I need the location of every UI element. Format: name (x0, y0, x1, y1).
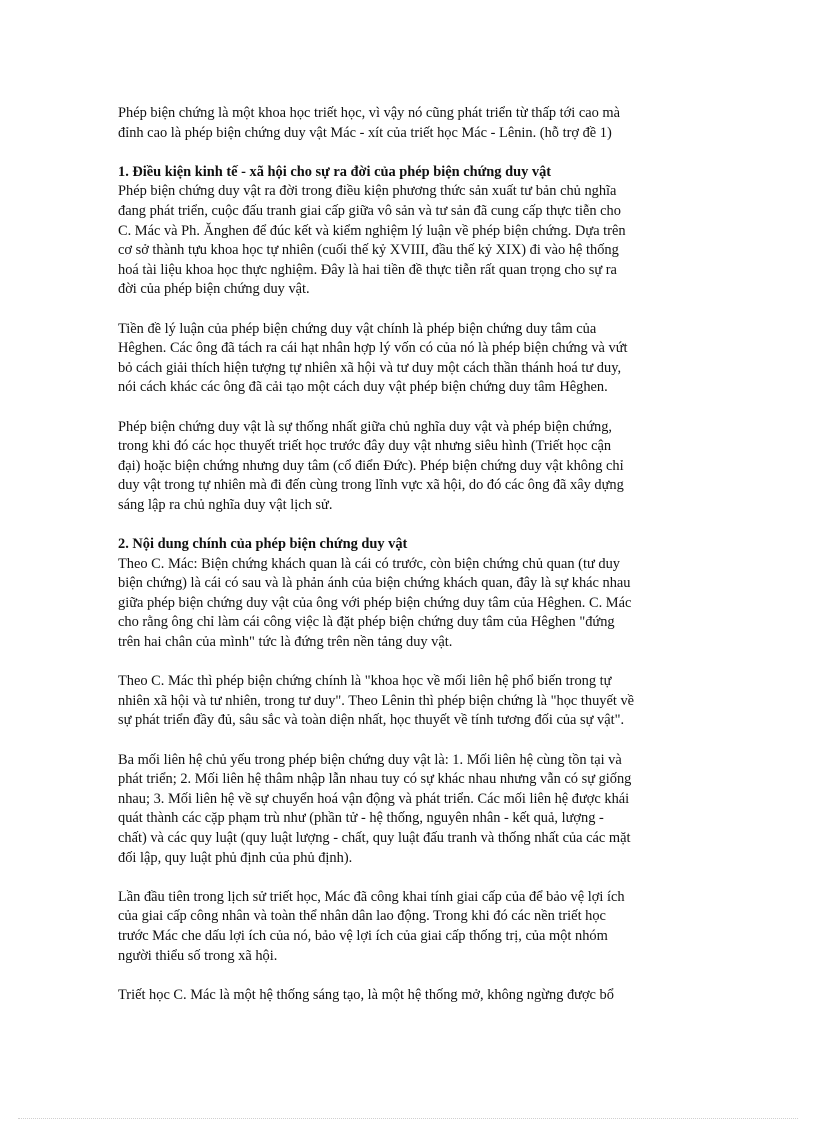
text-line: đối lập, quy luật phủ định của phủ định). (118, 849, 353, 866)
text-line: Triết học C. Mác là một hệ thống sáng tạo, là một hệ thống mở, không ngừng được bổ (118, 986, 614, 1003)
text-line: Theo C. Mác thì phép biện chứng chính là "khoa học về mối liên hệ phổ biến trong tự (118, 673, 612, 690)
text-line: cho rằng ông chỉ làm cái công việc là đặt phép biện chứng duy tâm của Hêghen "đứng (118, 614, 615, 631)
text-line: người thiểu số trong xã hội. (118, 947, 278, 964)
text-line: đang phát triển, cuộc đấu tranh giai cấp giữa vô sản và tư sản đã cung cấp thực tiễn cho (118, 202, 621, 219)
section-1-heading: 1. Điều kiện kinh tế - xã hội cho sự ra đời của phép biện chứng duy vật (118, 163, 552, 180)
text-line: nhau; 3. Mối liên hệ về sự chuyển hoá vận động và phát triển. Các mối liên hệ được khái (118, 790, 630, 807)
text-line: Theo C. Mác: Biện chứng khách quan là cái có trước, còn biện chứng chủ quan (tư duy (118, 555, 620, 572)
text-line: C. Mác và Ph. Ănghen để đúc kết và kiểm nghiệm lý luận về phép biện chứng. Dựa trên (118, 222, 626, 239)
text-line: giữa phép biện chứng duy vật của ông với phép biện chứng duy tâm của Hêghen. C. Mác (118, 594, 632, 611)
section-2-paragraph-2 (118, 672, 696, 731)
paragraph-gap (118, 300, 696, 320)
text-line: quát thành các cặp phạm trù như (phần tử - hệ thống, nguyên nhân - kết quả, lượng - (118, 810, 604, 827)
text-line: đại) hoặc biện chứng nhưng duy tâm (cổ điển Đức). Phép biện chứng duy vật không chỉ (118, 457, 624, 474)
text-line: nói cách khác các ông đã cải tạo một cách duy vật phép biện chứng duy tâm Hêghen. (118, 379, 608, 396)
text-line: cơ sở thành tựu khoa học tự nhiên (cuối thế kỷ XVIII, đầu thế kỷ XIX) đi vào hệ thống (118, 242, 619, 259)
text-line: phát triển; 2. Mối liên hệ thâm nhập lẫn nhau tuy có sự khác nhau nhưng vẫn có sự giống (118, 771, 632, 788)
text-line: hoá tài liệu khoa học thực nghiệm. Đây là hai tiền đề thực tiễn rất quan trọng cho sự ra (118, 261, 617, 278)
text-line: Phép biện chứng duy vật ra đời trong điều kiện phương thức sản xuất tư bản chủ nghĩa (118, 183, 617, 200)
text-line: trước Mác che dấu lợi ích của nó, bảo vệ lợi ích của giai cấp thống trị, của một nhóm (118, 927, 608, 944)
page-bottom-border (18, 1118, 798, 1119)
paragraph-gap (118, 515, 696, 535)
text-line: bỏ cách giải thích hiện tượng tự nhiên xã hội và tư duy một cách thần thánh hoá tư duy, (118, 359, 622, 376)
text-line: Lần đầu tiên trong lịch sử triết học, Mác đã công khai tính giai cấp của để bảo vệ lợi ích (118, 888, 625, 905)
paragraph-gap (118, 653, 696, 673)
section-2-paragraph-1 (118, 555, 696, 653)
document-page (118, 104, 696, 1005)
text-line: Phép biện chứng là một khoa học triết học, vì vậy nó cũng phát triển từ thấp tới cao mà (118, 105, 620, 121)
paragraph-gap (118, 966, 696, 986)
text-line: Hêghen. Các ông đã tách ra cái hạt nhân hợp lý vốn có của nó là phép biện chứng và vứt (118, 340, 628, 357)
text-line: chất) và các quy luật (quy luật lượng - chất, quy luật đấu tranh và thống nhất của các mặt (118, 829, 631, 846)
section-2-paragraph-4 (118, 888, 696, 966)
text-line: đời của phép biện chứng duy vật. (118, 281, 310, 298)
paragraph-gap (118, 143, 696, 163)
section-2-paragraph-3 (118, 751, 696, 869)
section-2-paragraph-5 (118, 986, 696, 1006)
text-line: Tiền đề lý luận của phép biện chứng duy vật chính là phép biện chứng duy tâm của (118, 320, 597, 337)
text-line: nhiên xã hội và tư nhiên, trong tư duy". Theo Lênin thì phép biện chứng là "học thuyết về (118, 692, 635, 709)
paragraph-gap (118, 731, 696, 751)
text-line: sáng lập ra chủ nghĩa duy vật lịch sử. (118, 496, 333, 513)
text-line: Phép biện chứng duy vật là sự thống nhất giữa chủ nghĩa duy vật và phép biện chứng, (118, 418, 612, 435)
paragraph-gap (118, 868, 696, 888)
text-line: Ba mối liên hệ chủ yếu trong phép biện chứng duy vật là: 1. Mối liên hệ cùng tồn tại và (118, 751, 622, 768)
text-line: trong khi đó các học thuyết triết học trước đây duy vật nhưng siêu hình (Triết học cận (118, 438, 612, 455)
text-line: của giai cấp công nhân và toàn thể nhân dân lao động. Trong khi đó các nền triết học (118, 908, 606, 925)
text-line: duy vật trong tự nhiên mà đi đến cùng trong lĩnh vực xã hội, do đó các ông đã xây dựng (118, 477, 624, 494)
section-1-paragraph-3 (118, 418, 696, 516)
text-line: sự phát triển đầy đủ, sâu sắc và toàn diện nhất, học thuyết về tính tương đối của sự vật". (118, 712, 625, 729)
section-1-paragraph-2 (118, 320, 696, 398)
intro-paragraph (118, 104, 696, 143)
text-line: đỉnh cao là phép biện chứng duy vật Mác - xít của triết học Mác - Lênin. (hỗ trợ đề 1) (118, 124, 612, 141)
section-2-heading: 2. Nội dung chính của phép biện chứng duy vật (118, 536, 408, 553)
section-1-paragraph-1 (118, 182, 696, 300)
paragraph-gap (118, 398, 696, 418)
text-line: biện chứng) là cái có sau và là phản ánh của biện chứng khách quan, đây là sự khác nhau (118, 575, 631, 592)
text-line: trên hai chân của mình" tức là đứng trên nền tảng duy vật. (118, 634, 453, 651)
